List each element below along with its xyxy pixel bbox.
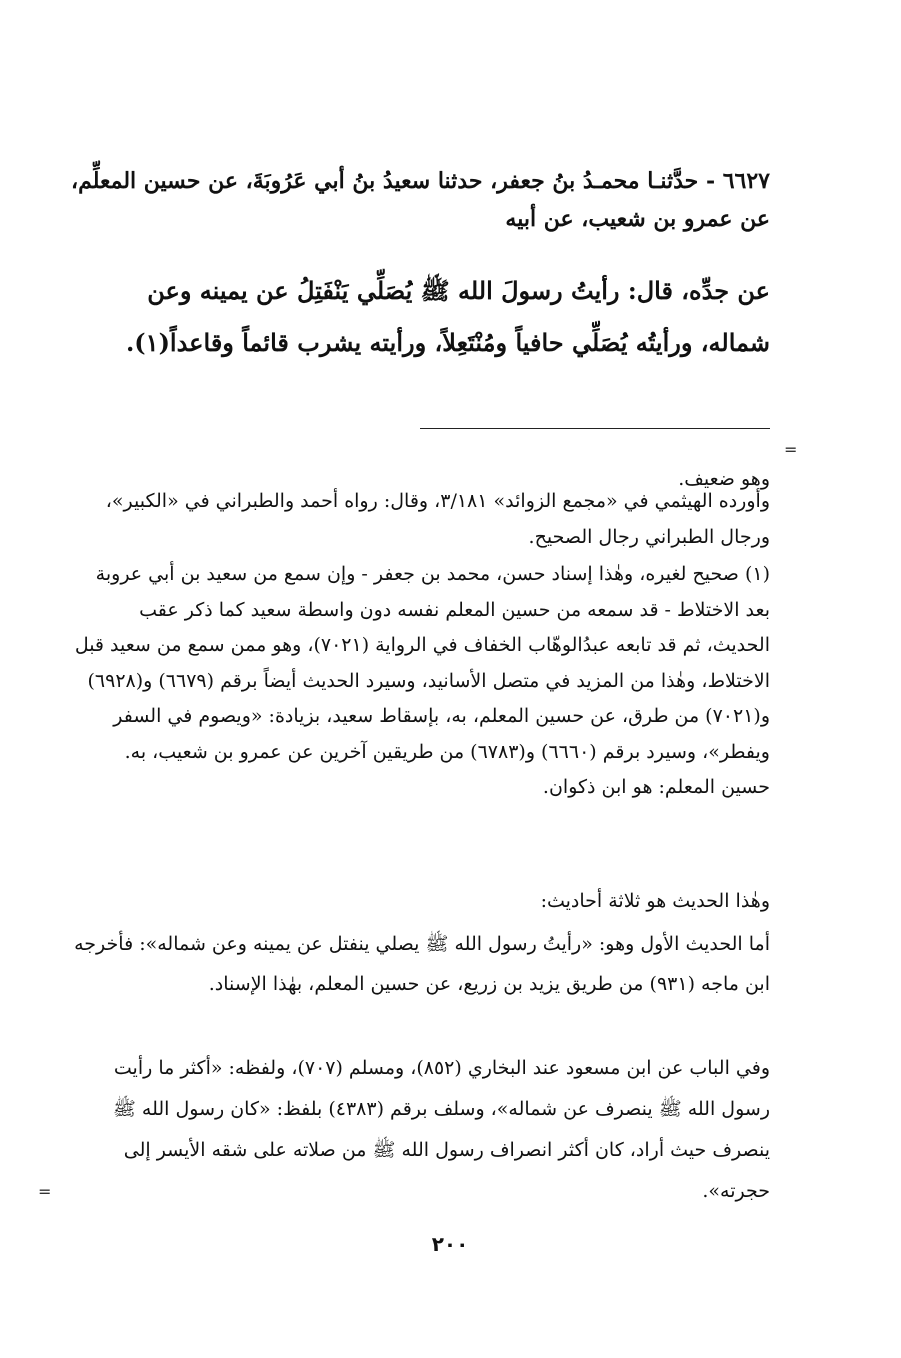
footnote-haythami: وأورده الهيثمي في «مجمع الزوائد» ٣/١٨١، وقال: رواه أحمد والطبراني في «الكبير»، ورجال الطبراني رجال الصحيح. — [105, 490, 770, 548]
page-number: ٢٠٠ — [431, 1232, 469, 1256]
hadith-matn: عن جدِّه، قال: رأيتُ رسولَ الله ﷺ يُصَلِّي يَنْفَتِلُ عن يمينه وعن شماله، ورأيتُه يُصَلِّي حافياً ومُنْتَعِلاً، ورأيته يشرب قائماً وقاعداً(١). — [125, 276, 770, 357]
footnote-separator — [420, 428, 770, 429]
footnote-three-hadiths: وهٰذا الحديث هو ثلاثة أحاديث: — [540, 890, 770, 912]
continuation-mark-top: = — [784, 440, 798, 459]
footnote-bab: وفي الباب عن ابن مسعود عند البخاري (٨٥٢)، ومسلم (٧٠٧)، ولفظه: «أكثر ما رأيت رسول الله ﷺ ينصرف عن شماله»، وسلف برقم (٤٣٨٣) بلفظ: «كان رسول الله ﷺ ينصرف حيث أراد، كان أكثر انصراف رسول الله ﷺ من صلاته على شقه الأيسر إلى حجرته». — [112, 1057, 770, 1202]
footnote-1: (١) صحيح لغيره، وهٰذا إسناد حسن، محمد بن جعفر - وإن سمع من سعيد بن أبي عروبة بعد الاختلاط - قد سمعه من حسين المعلم نفسه دون واسطة سعيد كما ذكر عقب الحديث، ثم قد تابعه عبدُالوهّاب الخفاف في الرواية (٧٠٢١)، وهو ممن سمع من سعيد قبل الاختلاط، وهٰذا من المزيد في متصل الأسانيد، وسيرد الحديث أيضاً برقم (٦٦٧٩) و(٦٩٢٨) و(٧٠٢١) من طرق، عن حسين المعلم، به، بإسقاط سعيد، بزيادة: «ويصوم في السفر ويفطر»، وسيرد برقم (٦٦٦٠) و(٦٧٨٣) من طريقين آخرين عن عمرو بن شعيب، به. حسين المعلم: هو ابن ذكوان. — [74, 563, 770, 798]
hadith-isnad: ٦٦٢٧ - حدَّثنـا محمـدُ بنُ جعفر، حدثنا سعيدُ بنُ أبي عَرُوبَةَ، عن حسين المعلِّم، عن عمرو بن شعيب، عن أبيه — [70, 168, 770, 232]
footnote-continued: وهو ضعيف. — [678, 468, 770, 490]
continuation-mark-bottom: = — [38, 1182, 52, 1201]
footnote-first-hadith: أما الحديث الأول وهو: «رأيتُ رسول الله ﷺ يصلي ينفتل عن يمينه وعن شماله»: فأخرجه ابن ماجه (٩٣١) من طريق يزيد بن زريع، عن حسين المعلم، بهٰذا الإسناد. — [74, 933, 770, 995]
